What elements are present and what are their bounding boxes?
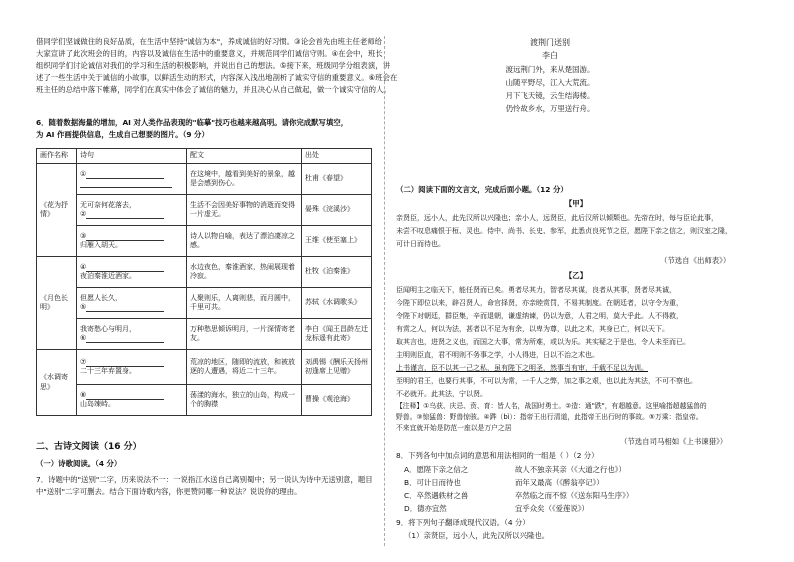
table-row [37, 319, 372, 350]
subsection-heading-2: （二）阅读下面的文言文，完成后面小题。（12 分） [396, 185, 568, 194]
source-cell: 王维《使至塞上》 [302, 226, 372, 257]
yi-line: 不必就开。此其法，宁以贤。 [396, 390, 487, 398]
option-c-compare: 卒然临之而不惊（《送东阳马生序》） [515, 491, 634, 500]
table-row [37, 164, 372, 195]
caption-cell: 诗人以物自喻，表达了漂泊凄凉之感。 [187, 226, 302, 257]
question-6: 6．随着数据海量的增加，AI 对人类作品表现的"临摹"技巧也越来越高明。请你完成默写填空， [36, 118, 349, 127]
yi-marked-line: 上书谨言，臣不以其一己之私，虽有陛下之明圣，然事当有审，千载不足以为训。 [396, 364, 648, 372]
yi-label: 【乙】 [564, 271, 588, 280]
caption-cell: 水边夜色，秦淮酒家，热闹展现着冷寂。 [187, 257, 302, 288]
blank-8[interactable] [86, 392, 164, 400]
passage-line: 大家宣讲了此次班会的目的，内容以及诚信在生活中的重要意义，并规范同学们诚信守则。④在会中，班长 [36, 49, 383, 58]
caption-cell: 万种愁思倾诉明月，一片深情寄老友。 [187, 319, 302, 350]
jia-source: （节选自《出师表》） [660, 256, 731, 265]
source-cell: 杜牧《泊秦淮》 [302, 257, 372, 288]
caption-cell: 荡漾的海水，独立的山岛，构成一个的胸襟 [187, 385, 302, 416]
caption-cell: 荒凉的地区，随即的流放，和被放逐的人遭遇，将近二十三年。 [187, 350, 302, 385]
blank-1[interactable] [86, 171, 164, 179]
poem-cell: ⑦ 二十三年弃置身。 [77, 350, 187, 385]
column-header: 画作名称 [37, 149, 77, 164]
passage-line: 班主任的总结中落下帷幕，同学们在真实中体会了诚信的魅力，并且决心从自己做起，做一个诚实守信的人。 [36, 85, 391, 94]
question-8: 8．下列各句中加点词的意思和用法相同的一组是（ ）（2 分） [396, 451, 599, 460]
poem-line: 山随平野尽，江入大荒流。 [505, 78, 595, 87]
caption-cell: 在这境中，越看到美好的景象，越是会感到伤心。 [187, 164, 302, 195]
yi-line: 臣闻明主之临天下，能任贤而已矣。勇者尽其力，智者尽其谋，良者从其事，贤者尽其诚， [396, 286, 676, 294]
poem-cell: 无可奈何花落去， ② [77, 195, 187, 226]
option-c[interactable]: C．卒然遇轶材之兽 [404, 491, 469, 500]
table-row [37, 226, 372, 257]
table-row [37, 385, 372, 416]
yi-line: 主明则臣直，君不明则不务事之学，小人得进，日以不治之术也。 [396, 351, 599, 359]
poem-cell: ④ 夜泊秦淮近酒家。 [77, 257, 187, 288]
column-header: 诗句 [77, 149, 187, 164]
option-b-compare: 而年又最高（《醉翁亭记》） [515, 478, 604, 487]
table-row [37, 350, 372, 385]
table-row [37, 257, 372, 288]
painting-name: 《月色长明》 [37, 257, 77, 350]
passage-line: 述了一些生活中关于诚信的小故事，以鲜活生动的形式，内容深入浅出地剖析了诚实守信的重要意义。⑥班会在 [36, 73, 398, 82]
source-cell: 杜甫《春望》 [302, 164, 372, 195]
notes-line: 不来宜就开始是防范一座以是万户之居 [396, 424, 512, 432]
poem-line: 月下飞天镜，云生结海楼。 [505, 91, 595, 100]
poem-table [36, 148, 372, 416]
source-cell: 李白《闻王昌龄左迁龙标遥有此寄》 [302, 319, 372, 350]
passage-line: 组织同学们讨论诚信对我们的学习和生活的积极影响，并说出自己的想法。⑤接下来，班级同学分组表演，讲 [36, 61, 390, 70]
option-a[interactable]: A．愿陛下亲之信之 [404, 465, 469, 474]
poem-cell: ⑧ 山岛竦峙。 [77, 385, 187, 416]
option-d[interactable]: D．德亦宜然 [404, 504, 447, 513]
yi-line: 至明的君王，也要行其事，不可以为常，一千人之弊，加之事之艰，也以此为其法，不可不察也。 [396, 377, 697, 385]
notes-line: 野兽。③惊猛兽：野兽惊骇。④跸（bì）：指帝王出行清道，此指帝王出行时的事故。⑤万乘：指皇帝。 [396, 413, 703, 421]
section-heading: 二、古诗文阅读（16 分） [36, 442, 142, 452]
source-cell: 曹操《观沧海》 [302, 385, 372, 416]
question-7-line2: 中"送别"二字可删去。结合下面诗歌内容，你更赞同哪一种说法？说说你的理由。 [36, 487, 302, 496]
painting-name: 《花为抒情》 [37, 164, 77, 257]
table-header-row [37, 149, 372, 164]
column-header: 配文 [187, 149, 302, 164]
blank-4[interactable] [86, 264, 164, 272]
blank-7[interactable] [86, 359, 164, 367]
blank-3[interactable] [86, 233, 164, 241]
caption-cell: 生活不会因美好事物的消逝而变得一片虚无。 [187, 195, 302, 226]
blank-6[interactable] [86, 335, 164, 343]
passage-line: 借同学们坚诚做住的良好品质，在生活中坚持"诚信为本"，养成诚信的好习惯。③论会首先由班主任老师给 [36, 37, 383, 46]
yi-line: 取其言也，进贤之义也，而国之大事，常为所难，或以为乐。其实疑之于是也，令人未至而已。 [396, 338, 690, 346]
caption-cell: 人聚则乐，人离则悲，而月圆中，千里可共。 [187, 288, 302, 319]
question-9-1: （1）亲贤臣，远小人，此先汉所以兴隆也。 [404, 531, 550, 540]
table-row [37, 288, 372, 319]
poem-cell: ③ 归雁入胡天。 [77, 226, 187, 257]
poem-line: 仍怜故乡水，万里送行舟。 [505, 104, 595, 113]
source-cell: 晏殊《浣溪沙》 [302, 195, 372, 226]
yi-line: 令陛下对朝廷，群臣集，辛而退朝，谦虚纳谏，仍以为意，人君之明，莫大乎此。人不得救， [396, 312, 683, 320]
poem-line: 渡远荆门外，来从楚国游。 [505, 65, 595, 74]
jia-line: 亲贤臣，远小人，此先汉所以兴隆也；亲小人，远贤臣，此后汉所以倾颓也。先帝在时，每与臣论此事， [396, 214, 718, 222]
column-header: 出处 [302, 149, 372, 164]
blank-2[interactable] [86, 211, 164, 219]
poem-cell: 我寄愁心与明月， ⑥ [77, 319, 187, 350]
jia-label: 【甲】 [564, 199, 588, 208]
question-9: 9．将下列句子翻译成现代汉语。（4 分） [396, 518, 530, 527]
jia-line: 可计日而待也。 [396, 240, 445, 248]
yi-source: （节选自司马相如《上书谏猎》） [620, 437, 728, 446]
poem-cell: 但愿人长久， ⑤ [77, 288, 187, 319]
painting-name: 《水调寄思》 [37, 350, 77, 416]
subsection-heading: （一）诗歌阅读。（4 分） [36, 459, 122, 468]
question-6-line2: 为 AI 作画提供信息，生成自己想要的图片。（9 分） [36, 130, 209, 139]
option-b[interactable]: B．可计日而待也 [404, 478, 461, 487]
poem-author: 李白 [542, 51, 558, 60]
column-divider [384, 36, 385, 546]
source-cell: 刘禹锡《酬乐天扬州初逢席上见赠》 [302, 350, 372, 385]
source-cell: 苏轼《水调歌头》 [302, 288, 372, 319]
blank-1b[interactable] [80, 180, 172, 188]
option-d-compare: 宜乎众矣（《爱莲说》） [515, 504, 589, 513]
option-a-compare: 故人不独亲其亲（《大道之行也》） [515, 465, 626, 474]
poem-cell: ① [77, 164, 187, 195]
yi-line: 今陛下即位以来，辟召贤人，命官择贤，亦亲睦赏罚，不易其制度。在朝廷者，以守令为重， [396, 299, 683, 307]
notes-line: 【注释】①乌获、庆忌、贲、育：皆人名，战国时勇士。②造：通"跌"，有超越意。这里喻指超越猛兽的 [396, 402, 707, 410]
blank-5[interactable] [86, 304, 164, 312]
poem-title: 渡荆门送别 [530, 38, 570, 47]
question-7: 7．诗题中的"送别"二字，历来说法不一：一说指江水送自己离别蜀中；另一说认为诗中无送别意，题目 [36, 475, 373, 484]
yi-line: 有赏之人，何以为法，甚者以不足为有余，以卑为尊，以此之术，其身已亡，何以天下。 [396, 325, 669, 333]
table-row [37, 195, 372, 226]
jia-line: 未尝不叹息痛恨于桓、灵也。侍中、尚书、长史、参军，此悉贞良死节之臣，愿陛下亲之信之，则汉室之隆， [396, 227, 732, 235]
